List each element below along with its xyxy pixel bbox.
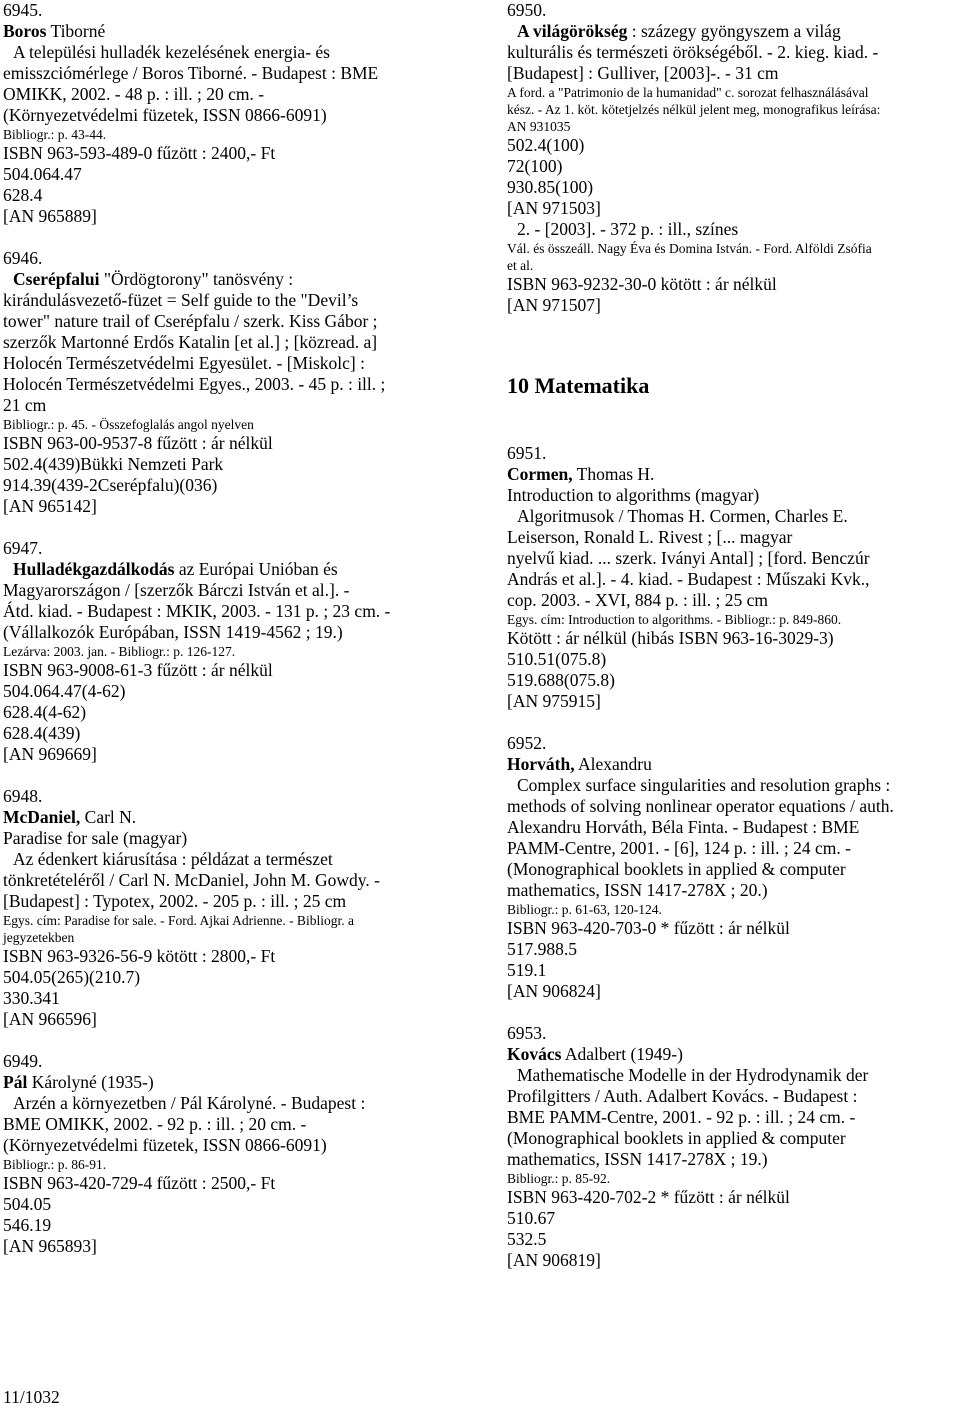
entry-line: [AN 965889] bbox=[3, 206, 97, 226]
entry-line: [AN 966596] bbox=[3, 1009, 97, 1029]
entry-line: Arzén a környezetben / Pál Károlyné. - Budapest : bbox=[13, 1093, 366, 1113]
entry-line: Alexandru Horváth, Béla Finta. - Budapest : BME bbox=[507, 817, 860, 837]
entry-line: 628.4 bbox=[3, 185, 43, 205]
heading-word-bold: Pál bbox=[3, 1072, 28, 1092]
heading-word-bold: Kovács bbox=[507, 1044, 562, 1064]
catalog-entry bbox=[3, 786, 491, 1030]
entry-number: 6952. bbox=[507, 733, 547, 753]
entry-line: Introduction to algorithms (magyar) bbox=[507, 485, 760, 505]
catalog-entry bbox=[3, 0, 491, 227]
entry-line: kirándulásvezető-füzet = Self guide to the "Devil’s bbox=[3, 290, 359, 310]
entry-line: András et al.]. - 4. kiad. - Budapest : Műszaki Kvk., bbox=[507, 569, 870, 589]
entry-line: 546.19 bbox=[3, 1215, 52, 1235]
entry-line: [Budapest] : Gulliver, [2003]-. - 31 cm bbox=[507, 63, 779, 83]
entry-line: Átd. kiad. - Budapest : MKIK, 2003. - 131 p. ; 23 cm. - bbox=[3, 601, 391, 621]
entry-note-line: Bibliogr.: p. 43-44. bbox=[3, 127, 107, 142]
catalog-entry bbox=[507, 1023, 959, 1271]
entry-line: [AN 965893] bbox=[3, 1236, 97, 1256]
right-column bbox=[507, 0, 959, 1271]
entry-title-line bbox=[3, 559, 491, 580]
entry-author bbox=[507, 1044, 959, 1065]
catalog-entry bbox=[507, 443, 959, 712]
left-column bbox=[3, 0, 491, 1257]
heading-word-bold: A világörökség bbox=[517, 21, 628, 41]
entry-line: ISBN 963-9326-56-9 kötött : 2800,- Ft bbox=[3, 946, 276, 966]
entry-note-line: Bibliogr.: p. 86-91. bbox=[3, 1157, 107, 1172]
heading-rest: az Európai Unióban és bbox=[174, 559, 338, 579]
entry-line: 502.4(100) bbox=[507, 135, 585, 155]
entry-line: Paradise for sale (magyar) bbox=[3, 828, 188, 848]
entry-line: mathematics, ISSN 1417-278X ; 19.) bbox=[507, 1149, 768, 1169]
entry-number: 6949. bbox=[3, 1051, 43, 1071]
entry-author bbox=[507, 464, 959, 485]
entry-number: 6951. bbox=[507, 443, 547, 463]
entry-spacer bbox=[507, 712, 959, 733]
heading-word-bold: Boros bbox=[3, 21, 47, 41]
entry-line: szerzők Martonné Erdős Katalin [et al.] ; [közread. a] bbox=[3, 332, 378, 352]
entry-line: Kötött : ár nélkül (hibás ISBN 963-16-3029-3) bbox=[507, 628, 834, 648]
heading-rest: Károlyné (1935-) bbox=[27, 1072, 154, 1092]
entry-line: Magyarországon / [szerzők Bárczi István et al.]. - bbox=[3, 580, 350, 600]
entry-spacer bbox=[507, 1002, 959, 1023]
entry-line: 330.341 bbox=[3, 988, 60, 1008]
entry-line: ISBN 963-9232-30-0 kötött : ár nélkül bbox=[507, 274, 777, 294]
entry-line: Profilgitters / Auth. Adalbert Kovács. - Budapest : bbox=[507, 1086, 858, 1106]
entry-line: emisszciómérlege / Boros Tiborné. - Budapest : BME bbox=[3, 63, 379, 83]
entry-note-line: Lezárva: 2003. jan. - Bibliogr.: p. 126-127. bbox=[3, 644, 236, 659]
entry-line: 914.39(439-2Cserépfalu)(036) bbox=[3, 475, 218, 495]
entry-line: tower" nature trail of Cserépfalu / szerk. Kiss Gábor ; bbox=[3, 311, 378, 331]
entry-line: ISBN 963-420-702-2 * fűzött : ár nélkül bbox=[507, 1187, 790, 1207]
entry-title-line bbox=[3, 269, 491, 290]
entry-line: (Vállalkozók Európában, ISSN 1419-4562 ; 19.) bbox=[3, 622, 343, 642]
entry-line: nyelvű kiad. ... szerk. Iványi Antal] ; [ford. Benczúr bbox=[507, 548, 870, 568]
heading-rest: Tiborné bbox=[46, 21, 106, 41]
entry-line: 517.988.5 bbox=[507, 939, 577, 959]
entry-line: cop. 2003. - XVI, 884 p. : ill. ; 25 cm bbox=[507, 590, 769, 610]
heading-rest: Carl N. bbox=[80, 807, 137, 827]
entry-line: ISBN 963-593-489-0 fűzött : 2400,- Ft bbox=[3, 143, 276, 163]
entry-note-line: et al. bbox=[507, 258, 534, 273]
entry-line: Mathematische Modelle in der Hydrodynamik der bbox=[517, 1065, 869, 1085]
heading-word-bold: Cormen, bbox=[507, 464, 573, 484]
entry-note-line: Egys. cím: Paradise for sale. - Ford. Ajkai Adrienne. - Bibliogr. a bbox=[3, 913, 354, 928]
entry-line: 628.4(4-62) bbox=[3, 702, 87, 722]
entry-line: 532.5 bbox=[507, 1229, 547, 1249]
entry-line: 21 cm bbox=[3, 395, 47, 415]
heading-rest: Adalbert (1949-) bbox=[561, 1044, 683, 1064]
entry-line: 504.064.47 bbox=[3, 164, 82, 184]
entry-line: (Környezetvédelmi füzetek, ISSN 0866-6091) bbox=[3, 1135, 327, 1155]
section-title: 10 Matematika bbox=[507, 373, 650, 398]
entry-line: Az édenkert kiárusítása : példázat a természet bbox=[13, 849, 333, 869]
entry-title-line bbox=[507, 21, 959, 42]
entry-line: [AN 969669] bbox=[3, 744, 97, 764]
heading-rest: "Ördögtorony" tanösvény : bbox=[99, 269, 294, 289]
entry-spacer bbox=[3, 765, 491, 786]
entry-line: 504.05(265)(210.7) bbox=[3, 967, 141, 987]
entry-line: ISBN 963-9008-61-3 fűzött : ár nélkül bbox=[3, 660, 273, 680]
entry-number: 6953. bbox=[507, 1023, 547, 1043]
entry-line: OMIKK, 2002. - 48 p. : ill. ; 20 cm. - bbox=[3, 84, 265, 104]
section-spacer bbox=[507, 316, 959, 371]
entry-line: 504.064.47(4-62) bbox=[3, 681, 126, 701]
entry-number: 6947. bbox=[3, 538, 43, 558]
entry-note-line: AN 931035 bbox=[507, 119, 571, 134]
entry-line: [AN 906824] bbox=[507, 981, 601, 1001]
heading-word-bold: Cserépfalui bbox=[13, 269, 100, 289]
heading-rest: : százegy gyöngyszem a világ bbox=[627, 21, 841, 41]
entry-number: 6948. bbox=[3, 786, 43, 806]
entry-note-line: Bibliogr.: p. 45. - Összefoglalás angol nyelven bbox=[3, 417, 254, 432]
heading-word-bold: McDaniel, bbox=[3, 807, 81, 827]
entry-note-line: jegyzetekben bbox=[3, 930, 75, 945]
entry-note-line: kész. - Az 1. köt. kötetjelzés nélkül jelent meg, monografikus leírása: bbox=[507, 102, 881, 117]
entry-number: 6945. bbox=[3, 0, 43, 20]
entry-line: [AN 971503] bbox=[507, 198, 601, 218]
entry-author bbox=[507, 754, 959, 775]
entry-line: Complex surface singularities and resolution graphs : bbox=[517, 775, 891, 795]
entry-line: 2. - [2003]. - 372 p. : ill., színes bbox=[517, 219, 739, 239]
entry-line: Leiserson, Ronald L. Rivest ; [... magyar bbox=[507, 527, 793, 547]
entry-line: [AN 906819] bbox=[507, 1250, 601, 1270]
entry-spacer bbox=[3, 1030, 491, 1051]
entry-note-line: Egys. cím: Introduction to algorithms. - Bibliogr.: p. 849-860. bbox=[507, 612, 842, 627]
entry-line: A települési hulladék kezelésének energia- és bbox=[13, 42, 330, 62]
entry-line: Algoritmusok / Thomas H. Cormen, Charles E. bbox=[517, 506, 848, 526]
catalog-entry bbox=[507, 0, 959, 316]
entry-spacer bbox=[3, 517, 491, 538]
entry-note-line: Vál. és összeáll. Nagy Éva és Domina István. - Ford. Alföldi Zsófia bbox=[507, 241, 872, 256]
heading-word-bold: Horváth, bbox=[507, 754, 575, 774]
catalog-entry bbox=[3, 1051, 491, 1257]
entry-line: [AN 965142] bbox=[3, 496, 97, 516]
entry-spacer bbox=[3, 227, 491, 248]
entry-line: 504.05 bbox=[3, 1194, 52, 1214]
entry-line: (Monographical booklets in applied & computer bbox=[507, 859, 846, 879]
entry-line: mathematics, ISSN 1417-278X ; 20.) bbox=[507, 880, 768, 900]
entry-line: 510.67 bbox=[507, 1208, 556, 1228]
entry-line: Holocén Természetvédelmi Egyes., 2003. - 45 p. : ill. ; bbox=[3, 374, 386, 394]
entry-line: ISBN 963-00-9537-8 fűzött : ár nélkül bbox=[3, 433, 273, 453]
entry-note-line: Bibliogr.: p. 85-92. bbox=[507, 1171, 611, 1186]
catalog-entry bbox=[3, 248, 491, 517]
page-number: 11/1032 bbox=[3, 1387, 60, 1407]
entry-line: ISBN 963-420-729-4 fűzött : 2500,- Ft bbox=[3, 1173, 276, 1193]
entry-line: [Budapest] : Typotex, 2002. - 205 p. : ill. ; 25 cm bbox=[3, 891, 347, 911]
entry-note-line: A ford. a "Patrimonio de la humanidad" c. sorozat felhasználásával bbox=[507, 85, 869, 100]
entry-line: tönkretételéről / Carl N. McDaniel, John M. Gowdy. - bbox=[3, 870, 380, 890]
entry-line: BME PAMM-Centre, 2001. - 92 p. : ill. ; 24 cm. - bbox=[507, 1107, 856, 1127]
entry-author bbox=[3, 807, 491, 828]
entry-line: [AN 975915] bbox=[507, 691, 601, 711]
entry-line: 628.4(439) bbox=[3, 723, 81, 743]
entry-line: PAMM-Centre, 2001. - [6], 124 p. : ill. ; 24 cm. - bbox=[507, 838, 851, 858]
entry-line: 502.4(439)Bükki Nemzeti Park bbox=[3, 454, 224, 474]
entry-line: 519.1 bbox=[507, 960, 547, 980]
catalog-entry bbox=[507, 733, 959, 1002]
entry-line: 72(100) bbox=[507, 156, 563, 176]
entry-line: 510.51(075.8) bbox=[507, 649, 607, 669]
entry-line: Holocén Természetvédelmi Egyesület. - [Miskolc] : bbox=[3, 353, 365, 373]
entry-line: 519.688(075.8) bbox=[507, 670, 615, 690]
entry-line: [AN 971507] bbox=[507, 295, 601, 315]
entry-line: ISBN 963-420-703-0 * fűzött : ár nélkül bbox=[507, 918, 790, 938]
entry-line: (Monographical booklets in applied & computer bbox=[507, 1128, 846, 1148]
heading-word-bold: Hulladékgazdálkodás bbox=[13, 559, 175, 579]
entry-number: 6950. bbox=[507, 0, 547, 20]
section-spacer bbox=[507, 401, 959, 422]
heading-rest: Thomas H. bbox=[572, 464, 655, 484]
catalog-entry bbox=[3, 538, 491, 765]
entry-line: methods of solving nonlinear operator equations / auth. bbox=[507, 796, 894, 816]
entry-line: BME OMIKK, 2002. - 92 p. : ill. ; 20 cm. - bbox=[3, 1114, 307, 1134]
entry-line: (Környezetvédelmi füzetek, ISSN 0866-6091) bbox=[3, 105, 327, 125]
entry-note-line: Bibliogr.: p. 61-63, 120-124. bbox=[507, 902, 662, 917]
heading-rest: Alexandru bbox=[574, 754, 652, 774]
entry-number: 6946. bbox=[3, 248, 43, 268]
section-spacer bbox=[507, 422, 959, 443]
entry-line: kulturális és természeti örökségéből. - 2. kieg. kiad. - bbox=[507, 42, 879, 62]
entry-line: 930.85(100) bbox=[507, 177, 594, 197]
entry-author bbox=[3, 1072, 491, 1093]
entry-author bbox=[3, 21, 491, 42]
